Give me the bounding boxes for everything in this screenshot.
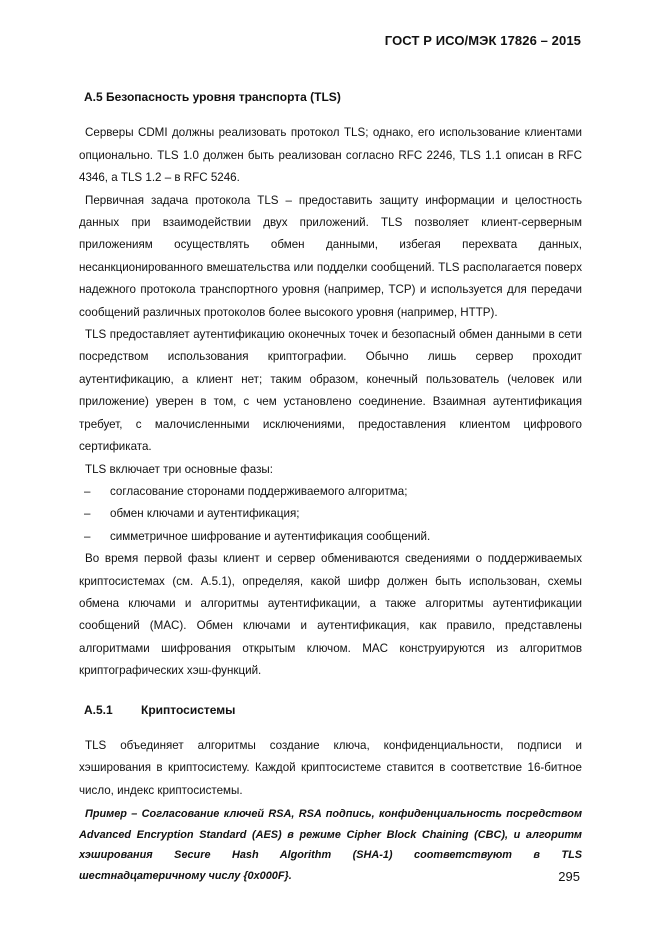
list-dash: – <box>84 529 91 543</box>
paragraph-cryptosystems: TLS объединяет алгоритмы создание ключа, конфиденциальности, подписи и хэширования в криптосистему. Каждой криптосистеме ставится в соответствие 16-битное число, индекс криптосистемы. <box>79 738 582 797</box>
list-item <box>79 503 582 525</box>
subsection-number: А.5.1 <box>84 702 113 717</box>
page-body <box>79 86 582 897</box>
page-number: 295 <box>558 869 580 884</box>
list-dash: – <box>84 484 91 498</box>
paragraph-tls-purpose: Первичная задача протокола TLS – предоставить защиту информации и целостность данных при взаимодействии двух приложений. TLS позволяет клиент-серверным приложениям осуществлять обмен данными, избегая перехвата данных, несанкционированного вмешательства или подделки сообщений. TLS располагается поверх надежного протокола транспортного уровня (например, TCP) и используется для передачи сообщений различных протоколов более высокого уровня (например, HTTP). <box>79 193 582 319</box>
standard-header: ГОСТ Р ИСО/МЭК 17826 – 2015 <box>384 33 581 48</box>
list-item-text: симметричное шифрование и аутентификация сообщений. <box>110 529 431 543</box>
paragraph-first-phase: Во время первой фазы клиент и сервер обмениваются сведениями о поддерживаемых криптосистемах (см. А.5.1), определяя, какой шифр должен быть использован, схемы обмена ключами и алгоритмы аутентификации, а также алгоритмы аутентификации сообщений (MAC). Обмен ключами и аутентификация, как правило, представлены алгоритмами шифрования открытым ключом. MAC конструируются из алгоритмов криптографических хэш-функций. <box>79 552 582 678</box>
list-item <box>79 526 582 548</box>
paragraph-cdmi-tls: Серверы CDMI должны реализовать протокол TLS; однако, его использование клиентами опционально. TLS 1.0 должен быть реализован согласно RFC 2246, TLS 1.1 описан в RFC 4346, а TLS 1.2 – в RFC 5246. <box>79 126 582 185</box>
list-item-text: согласование сторонами поддерживаемого алгоритма; <box>110 484 408 498</box>
list-item <box>79 481 582 503</box>
example-note: Пример – Согласование ключей RSA, RSA подпись, конфиденциальность посредством Advanced Encryption Standard (AES) в режиме Cipher Block Chaining (CBC), и алгоритм хэширования Secure Hash Algorithm (SHA-1) соответствуют в TLS шестнадцатеричному числу {0x000F}. <box>79 808 582 882</box>
list-dash: – <box>84 507 91 521</box>
paragraph-tls-phases-intro: TLS включает три основные фазы: <box>85 462 273 476</box>
list-item-text: обмен ключами и аутентификация; <box>110 507 300 521</box>
subsection-title: Криптосистемы <box>141 702 236 717</box>
section-title: А.5 Безопасность уровня транспорта (TLS) <box>84 90 341 104</box>
subsection-heading <box>84 699 582 721</box>
paragraph-tls-authentication: TLS предоставляет аутентификацию оконечных точек и безопасный обмен данными в сети посредством использования криптографии. Обычно лишь сервер проходит аутентификацию, а клиент нет; таким образом, конечный пользователь (человек или приложение) уверен в том, с чем установлено соединение. Взаимная аутентификация требует, с малочисленными исключениями, предоставления клиентом цифрового сертификата. <box>79 328 582 454</box>
